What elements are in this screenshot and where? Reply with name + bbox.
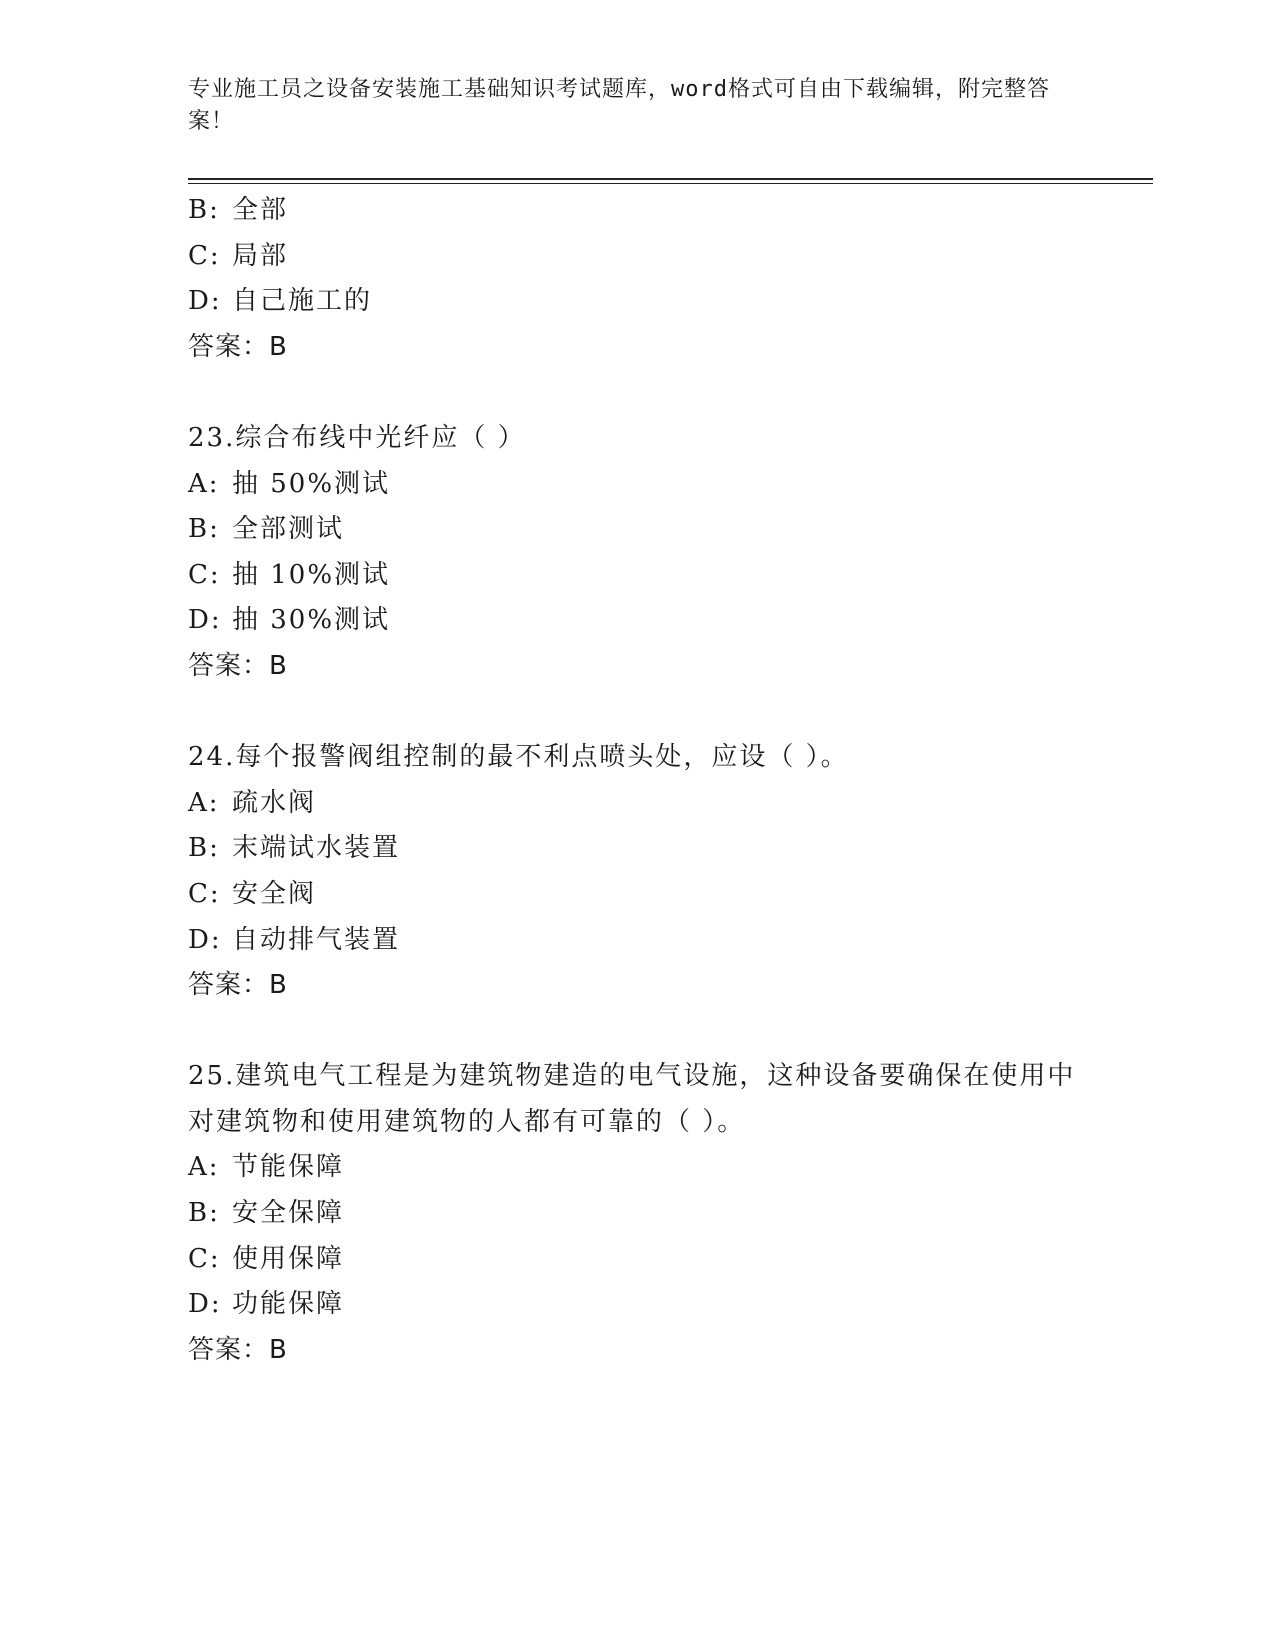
header-divider-thick bbox=[188, 178, 1153, 180]
option-key: A: bbox=[188, 1152, 220, 1183]
option-b bbox=[188, 507, 1088, 553]
option-d bbox=[188, 598, 1088, 644]
option-key: C: bbox=[188, 240, 221, 271]
answer-line: 答案：B bbox=[188, 331, 288, 362]
option-text: 抽 30%测试 bbox=[232, 605, 391, 636]
option-b bbox=[188, 1191, 1088, 1237]
option-d bbox=[188, 279, 1088, 325]
option-key: B: bbox=[188, 1198, 220, 1229]
answer-line: 答案：B bbox=[188, 650, 288, 681]
option-text: 抽 50%测试 bbox=[232, 468, 391, 499]
option-key: D: bbox=[188, 1289, 222, 1320]
option-text: 使用保障 bbox=[232, 1243, 345, 1274]
option-text: 全部测试 bbox=[232, 514, 345, 545]
option-c bbox=[188, 1237, 1088, 1283]
question-23 bbox=[188, 416, 1088, 690]
option-key: A: bbox=[188, 468, 220, 499]
question-list bbox=[188, 188, 1088, 1373]
option-text: 末端试水装置 bbox=[232, 833, 401, 864]
header-divider-thin bbox=[188, 183, 1153, 184]
option-key: D: bbox=[188, 286, 222, 317]
question-text: 24.每个报警阀组控制的最不利点喷头处，应设（ ）。 bbox=[188, 742, 849, 773]
option-key: C: bbox=[188, 559, 221, 590]
option-text: 功能保障 bbox=[232, 1289, 345, 1320]
option-key: C: bbox=[188, 878, 221, 909]
option-text: 全部 bbox=[232, 195, 289, 225]
option-text: 安全保障 bbox=[232, 1198, 345, 1229]
option-key: D: bbox=[188, 605, 222, 636]
question-text: 25.建筑电气工程是为建筑物建造的电气设施，这种设备要确保在使用中对建筑物和使用建筑物的人都有可靠的（ ）。 bbox=[188, 1061, 1076, 1137]
option-text: 局部 bbox=[232, 240, 289, 271]
option-text: 疏水阀 bbox=[232, 787, 317, 818]
answer-line: 答案：B bbox=[188, 970, 288, 1001]
option-text: 自己施工的 bbox=[232, 286, 373, 317]
option-b bbox=[188, 188, 1088, 234]
page-header: 专业施工员之设备安装施工基础知识考试题库，word格式可自由下载编辑，附完整答案！ bbox=[188, 77, 1050, 134]
option-a bbox=[188, 462, 1088, 508]
option-key: B: bbox=[188, 833, 220, 864]
option-text: 自动排气装置 bbox=[232, 924, 401, 955]
option-d bbox=[188, 918, 1088, 964]
option-a bbox=[188, 781, 1088, 827]
option-key: D: bbox=[188, 924, 222, 955]
question-text: 23.综合布线中光纤应（ ） bbox=[188, 422, 526, 453]
option-text: 安全阀 bbox=[232, 878, 317, 909]
option-d bbox=[188, 1282, 1088, 1328]
question-partial bbox=[188, 188, 1088, 370]
question-25 bbox=[188, 1054, 1088, 1373]
question-24 bbox=[188, 735, 1088, 1009]
option-key: C: bbox=[188, 1243, 221, 1274]
option-key: A: bbox=[188, 787, 220, 818]
option-a bbox=[188, 1145, 1088, 1191]
option-key: B: bbox=[188, 514, 220, 545]
option-c bbox=[188, 553, 1088, 599]
option-c bbox=[188, 234, 1088, 280]
option-b bbox=[188, 826, 1088, 872]
option-c bbox=[188, 872, 1088, 918]
option-text: 节能保障 bbox=[232, 1152, 345, 1183]
option-text: 抽 10%测试 bbox=[232, 559, 391, 590]
option-key: B: bbox=[188, 195, 220, 225]
answer-line: 答案：B bbox=[188, 1334, 288, 1365]
